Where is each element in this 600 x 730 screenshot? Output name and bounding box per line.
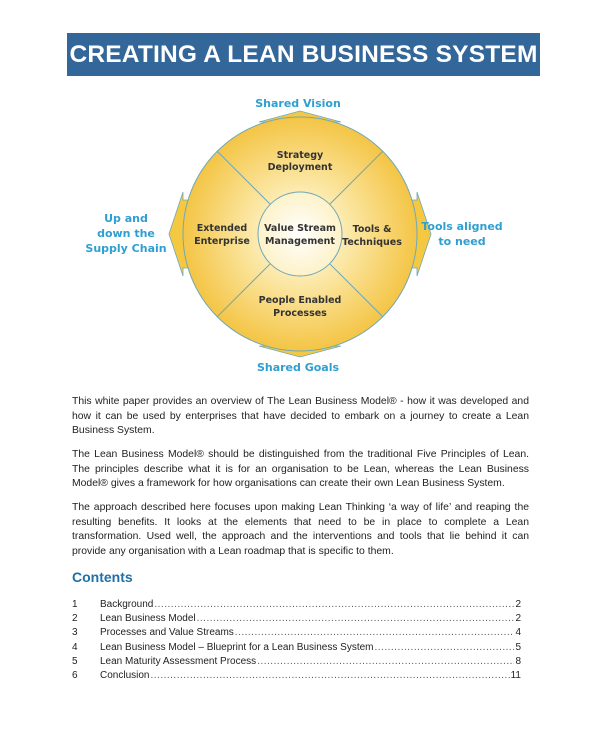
toc-entry-title: Lean Business Model [100,613,196,625]
arrow-label-right-line2: to need [438,235,486,248]
toc-entry-title: Lean Business Model – Blueprint for a Lean Business System [100,641,374,653]
toc-entry-page: 11 [510,669,521,681]
toc-dot-leader [197,613,515,624]
arrow-label-left-line1: Up and [104,212,148,225]
toc-entry[interactable] [72,613,521,627]
toc-entry-page: 8 [515,655,521,667]
intro-paragraph-2: The Lean Business Model® should be distinguished from the traditional Five Principles of Lean. The principles describe what it is for an organisation to be Lean, whereas the Lean Business Model® gives a framework for how organisations can create their own Lean Business System. [72,449,529,489]
intro-paragraph-3: The approach described here focuses upon making Lean Thinking ‘a way of life’ and reaping the resulting benefits. It looks at the elements that need to be in place to complete a Lean transformation. Used well, the approach and the interventions and tools that lie behind it can provide any organisation with a Lean roadmap that is specific to them. [72,502,529,557]
segment-left-line1: Extended [196,223,248,234]
toc-entry-number: 2 [72,613,78,625]
toc-dot-leader [257,656,514,667]
toc-entry[interactable] [72,670,521,684]
toc-entry-page: 4 [515,627,521,639]
hub-label-line2: Management [265,236,335,247]
arrow-label-right-line1: Tools aligned [421,220,503,233]
toc-entry-title: Conclusion [100,669,150,681]
toc-entry-page: 2 [515,599,521,610]
arrow-label-left-line3: Supply Chain [85,242,167,255]
segment-top-line2: Deployment [267,162,333,173]
arrow-label-top: Shared Vision [255,97,341,110]
toc-dot-leader [375,642,515,653]
hub-label-line1: Value Stream [264,223,336,234]
toc-entry-number: 3 [72,627,78,639]
toc-entry-number: 6 [72,669,78,681]
toc-entry-number: 4 [72,641,78,653]
toc-entry-number: 5 [72,655,78,667]
segment-bottom-line1: People Enabled [258,295,342,306]
toc-dot-leader [235,627,515,638]
arrow-label-left-line2: down the [97,227,155,240]
segment-right-line1: Tools & [352,224,392,235]
toc-entry-title: Lean Maturity Assessment Process [100,655,257,667]
toc-dot-leader [154,599,514,610]
segment-right-line2: Techniques [342,237,402,248]
arrow-label-bottom: Shared Goals [256,361,340,374]
title-banner [67,33,540,76]
toc-entry-title: Processes and Value Streams [100,627,234,639]
segment-left-line2: Enterprise [194,236,250,247]
segment-bottom-line2: Processes [273,308,327,319]
intro-paragraph-1: This white paper provides an overview of The Lean Business Model® - how it was developed and how it can be used by enterprises that have decided to embark on a journey to create a Lean Business System. [72,396,529,436]
toc-entry-page: 2 [515,613,521,625]
segment-top-line1: Strategy [276,150,324,161]
contents-heading: Contents [72,569,133,585]
toc-entry-page: 5 [515,641,521,653]
toc-entry[interactable] [72,599,521,613]
toc-dot-leader [150,670,509,681]
toc-entry[interactable] [72,627,521,641]
lean-business-model-diagram [0,85,600,385]
toc-entry-title: Background [100,599,154,610]
toc-entry[interactable] [72,656,521,670]
toc-entry-number: 1 [72,599,78,610]
toc-entry[interactable] [72,642,521,656]
table-of-contents [72,599,521,684]
page-title: CREATING A LEAN BUSINESS SYSTEM [69,40,538,68]
